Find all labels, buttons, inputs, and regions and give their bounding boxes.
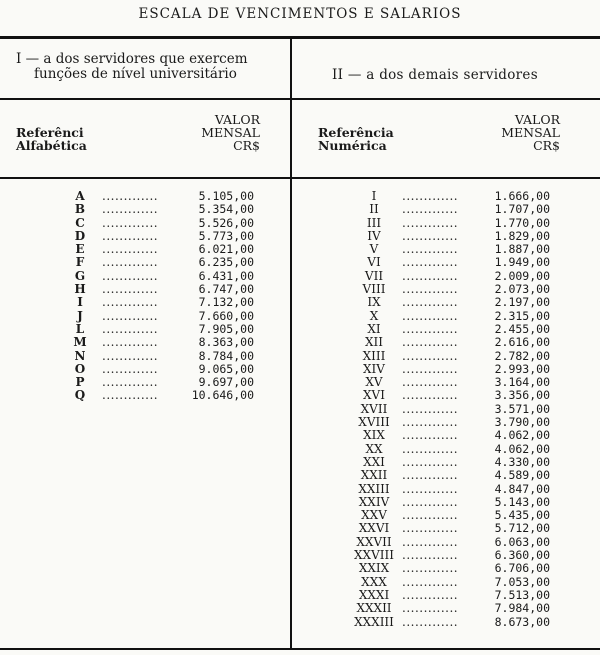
row-leader-dots: ............. xyxy=(402,349,459,363)
row-reference: XXV xyxy=(361,508,387,523)
table-row xyxy=(0,203,290,216)
table-row xyxy=(0,296,290,309)
row-reference: I xyxy=(77,295,83,310)
row-reference: XIII xyxy=(362,348,386,363)
row-leader-dots: ............. xyxy=(402,243,459,257)
row-leader-dots: ............. xyxy=(402,575,459,589)
row-reference: XVIII xyxy=(358,415,390,430)
row-reference: XXII xyxy=(360,468,388,483)
table-row xyxy=(292,270,600,283)
table-row xyxy=(292,589,600,602)
table-row xyxy=(292,522,600,535)
row-value: 6.706,00 xyxy=(494,561,550,576)
row-reference: N xyxy=(74,348,86,363)
table-row xyxy=(0,190,290,203)
row-leader-dots: ............. xyxy=(102,216,159,230)
row-value: 6.747,00 xyxy=(198,282,254,297)
right-value-header-line3: CR$ xyxy=(533,138,560,153)
table-row xyxy=(292,443,600,456)
table-row xyxy=(292,256,600,269)
table-row xyxy=(0,243,290,256)
row-leader-dots: ............. xyxy=(402,469,459,483)
row-value: 7.053,00 xyxy=(494,574,550,589)
table-row xyxy=(292,283,600,296)
row-value: 4.062,00 xyxy=(494,441,550,456)
row-leader-dots: ............. xyxy=(402,336,459,350)
row-leader-dots: ............. xyxy=(402,416,459,430)
table-row xyxy=(292,403,600,416)
row-reference: A xyxy=(75,189,85,203)
row-leader-dots: ............. xyxy=(102,336,159,350)
table-row xyxy=(292,190,600,203)
row-leader-dots: ............. xyxy=(102,322,159,336)
row-value: 7.984,00 xyxy=(494,601,550,616)
row-reference: XXIV xyxy=(358,494,390,509)
page-title: ESCALA DE VENCIMENTOS E SALARIOS xyxy=(138,6,462,22)
row-leader-dots: ............. xyxy=(102,243,159,257)
row-leader-dots: ............. xyxy=(102,283,159,297)
row-value: 7.132,00 xyxy=(198,295,254,310)
row-reference: XII xyxy=(364,335,384,350)
table-row xyxy=(292,310,600,323)
row-reference: XXI xyxy=(363,454,385,469)
row-value: 2.073,00 xyxy=(494,282,550,297)
table-row xyxy=(0,270,290,283)
row-leader-dots: ............. xyxy=(402,322,459,336)
row-value: 1.770,00 xyxy=(494,215,550,230)
row-value: 5.712,00 xyxy=(494,521,550,536)
right-section-heading: II — a dos demais servidores xyxy=(332,67,538,83)
right-ref-header xyxy=(318,126,394,152)
row-value: 6.063,00 xyxy=(494,534,550,549)
row-value: 6.021,00 xyxy=(198,242,254,257)
row-value: 1.707,00 xyxy=(494,202,550,217)
row-value: 2.993,00 xyxy=(494,361,550,376)
row-reference: VI xyxy=(367,255,381,270)
row-value: 8.363,00 xyxy=(198,335,254,350)
row-value: 4.330,00 xyxy=(494,454,550,469)
row-value: 1.829,00 xyxy=(494,228,550,243)
row-value: 8.784,00 xyxy=(198,348,254,363)
right-value-header-line2: MENSAL xyxy=(501,125,560,140)
row-reference: X xyxy=(369,308,379,323)
right-value-header-line1: VALOR xyxy=(514,112,560,127)
row-value: 1.887,00 xyxy=(494,242,550,257)
row-leader-dots: ............. xyxy=(402,296,459,310)
table-row xyxy=(292,602,600,615)
row-leader-dots: ............. xyxy=(102,376,159,390)
row-leader-dots: ............. xyxy=(402,522,459,536)
table-row xyxy=(292,483,600,496)
row-leader-dots: ............. xyxy=(402,442,459,456)
row-reference: XXVI xyxy=(358,521,390,536)
right-value-header xyxy=(476,113,560,152)
row-reference: XVII xyxy=(360,401,388,416)
row-reference: P xyxy=(75,375,85,390)
row-leader-dots: ............. xyxy=(402,455,459,469)
row-reference: XIX xyxy=(363,428,385,443)
row-value: 2.197,00 xyxy=(494,295,550,310)
row-leader-dots: ............. xyxy=(402,602,459,616)
row-value: 2.315,00 xyxy=(494,308,550,323)
table-row xyxy=(292,363,600,376)
top-rule xyxy=(0,36,600,39)
row-reference: XXXIII xyxy=(354,614,394,629)
row-value: 5.354,00 xyxy=(198,202,254,217)
row-reference: XXVIII xyxy=(354,548,394,563)
row-leader-dots: ............. xyxy=(102,349,159,363)
table-row xyxy=(292,469,600,482)
row-value: 2.782,00 xyxy=(494,348,550,363)
row-value: 5.773,00 xyxy=(198,228,254,243)
table-row xyxy=(292,203,600,216)
row-value: 4.847,00 xyxy=(494,481,550,496)
row-leader-dots: ............. xyxy=(102,256,159,270)
left-heading-line2: funções de nível universitário xyxy=(34,66,237,82)
left-value-header-line3: CR$ xyxy=(233,138,260,153)
row-reference: XVI xyxy=(363,388,385,403)
table-row xyxy=(0,376,290,389)
row-value: 2.616,00 xyxy=(494,335,550,350)
table-row xyxy=(0,363,290,376)
row-leader-dots: ............. xyxy=(402,283,459,297)
row-leader-dots: ............. xyxy=(102,190,159,203)
row-reference: C xyxy=(75,215,85,230)
row-reference: E xyxy=(75,242,85,257)
row-value: 5.143,00 xyxy=(494,494,550,509)
row-reference: M xyxy=(73,335,87,350)
left-section-heading xyxy=(16,52,284,82)
table-row xyxy=(292,562,600,575)
row-value: 3.790,00 xyxy=(494,415,550,430)
table-row xyxy=(0,350,290,363)
row-leader-dots: ............. xyxy=(402,376,459,390)
table-row xyxy=(292,243,600,256)
row-leader-dots: ............. xyxy=(402,535,459,549)
table-row xyxy=(0,310,290,323)
table-row xyxy=(292,217,600,230)
left-value-header xyxy=(176,113,260,152)
row-value: 6.360,00 xyxy=(494,548,550,563)
row-value: 6.431,00 xyxy=(198,268,254,283)
row-leader-dots: ............. xyxy=(102,269,159,283)
table-row xyxy=(0,336,290,349)
right-ref-header-line2: Numérica xyxy=(318,138,387,153)
row-leader-dots: ............. xyxy=(402,190,459,203)
row-leader-dots: ............. xyxy=(402,588,459,602)
row-value: 8.673,00 xyxy=(494,614,550,629)
right-table-rows xyxy=(292,190,600,629)
row-reference: XXVII xyxy=(356,534,392,549)
left-ref-header xyxy=(16,126,87,152)
row-value: 1.666,00 xyxy=(494,189,550,203)
row-leader-dots: ............. xyxy=(402,216,459,230)
row-leader-dots: ............. xyxy=(402,389,459,403)
row-value: 5.526,00 xyxy=(198,215,254,230)
row-value: 7.905,00 xyxy=(198,321,254,336)
row-reference: III xyxy=(366,215,382,230)
table-row xyxy=(292,323,600,336)
row-reference: O xyxy=(74,361,86,376)
row-value: 1.949,00 xyxy=(494,255,550,270)
header-rule xyxy=(0,98,600,100)
left-ref-header-line2: Alfabética xyxy=(16,138,87,153)
row-leader-dots: ............. xyxy=(402,402,459,416)
left-value-header-line1: VALOR xyxy=(214,112,260,127)
row-leader-dots: ............. xyxy=(402,482,459,496)
row-leader-dots: ............. xyxy=(402,429,459,443)
row-leader-dots: ............. xyxy=(102,362,159,376)
table-row xyxy=(0,283,290,296)
table-row xyxy=(292,350,600,363)
left-heading-line1: I — a dos servidores que exercem xyxy=(16,51,248,67)
table-row xyxy=(292,376,600,389)
table-row xyxy=(0,256,290,269)
row-leader-dots: ............. xyxy=(402,269,459,283)
table-row xyxy=(0,323,290,336)
row-leader-dots: ............. xyxy=(402,615,459,629)
table-row xyxy=(292,296,600,309)
table-row xyxy=(292,389,600,402)
row-leader-dots: ............. xyxy=(402,203,459,217)
row-reference: Q xyxy=(74,388,86,403)
row-reference: IX xyxy=(367,295,381,310)
row-leader-dots: ............. xyxy=(102,229,159,243)
row-reference: II xyxy=(369,202,379,217)
row-reference: XI xyxy=(367,321,381,336)
row-value: 9.697,00 xyxy=(198,375,254,390)
row-leader-dots: ............. xyxy=(102,309,159,323)
table-row xyxy=(0,230,290,243)
row-value: 3.571,00 xyxy=(494,401,550,416)
left-table-rows xyxy=(0,190,290,403)
row-reference: VII xyxy=(364,268,384,283)
row-value: 7.513,00 xyxy=(494,587,550,602)
row-reference: G xyxy=(74,268,86,283)
row-leader-dots: ............. xyxy=(102,389,159,403)
row-value: 3.164,00 xyxy=(494,375,550,390)
table-row xyxy=(292,576,600,589)
left-ref-header-line1: Referênci xyxy=(16,125,84,140)
row-value: 7.660,00 xyxy=(198,308,254,323)
row-value: 9.065,00 xyxy=(198,361,254,376)
bottom-rule xyxy=(0,648,600,650)
row-leader-dots: ............. xyxy=(402,549,459,563)
row-reference: XXIX xyxy=(358,561,390,576)
table-row xyxy=(292,336,600,349)
row-value: 6.235,00 xyxy=(198,255,254,270)
row-leader-dots: ............. xyxy=(402,256,459,270)
table-row xyxy=(292,429,600,442)
row-reference: XV xyxy=(365,375,383,390)
row-value: 2.455,00 xyxy=(494,321,550,336)
row-reference: I xyxy=(371,189,377,203)
table-row xyxy=(0,217,290,230)
table-row xyxy=(292,496,600,509)
table-row xyxy=(0,389,290,402)
table-row xyxy=(292,456,600,469)
row-leader-dots: ............. xyxy=(402,362,459,376)
row-reference: XXIII xyxy=(358,481,390,496)
table-row xyxy=(292,536,600,549)
row-leader-dots: ............. xyxy=(102,203,159,217)
row-value: 4.589,00 xyxy=(494,468,550,483)
row-reference: XXXI xyxy=(358,587,390,602)
row-reference: XX xyxy=(365,441,383,456)
row-reference: F xyxy=(75,255,85,270)
row-reference: XIV xyxy=(363,361,385,376)
row-value: 4.062,00 xyxy=(494,428,550,443)
row-reference: V xyxy=(369,242,379,257)
row-reference: B xyxy=(74,202,86,217)
row-value: 3.356,00 xyxy=(494,388,550,403)
table-row xyxy=(292,230,600,243)
row-reference: D xyxy=(74,228,86,243)
row-leader-dots: ............. xyxy=(402,229,459,243)
row-leader-dots: ............. xyxy=(402,309,459,323)
row-leader-dots: ............. xyxy=(102,296,159,310)
row-reference: VIII xyxy=(362,282,386,297)
table-row xyxy=(292,509,600,522)
row-value: 5.435,00 xyxy=(494,508,550,523)
table-row xyxy=(292,549,600,562)
row-reference: XXX xyxy=(361,574,387,589)
row-leader-dots: ............. xyxy=(402,509,459,523)
row-reference: L xyxy=(75,321,85,336)
row-reference: XXXII xyxy=(356,601,392,616)
table-row xyxy=(292,416,600,429)
row-value: 10.646,00 xyxy=(191,388,254,403)
right-ref-header-line1: Referência xyxy=(318,125,394,140)
row-value: 2.009,00 xyxy=(494,268,550,283)
row-leader-dots: ............. xyxy=(402,562,459,576)
subheader-rule xyxy=(0,177,600,179)
row-reference: J xyxy=(77,308,83,323)
row-reference: H xyxy=(74,282,86,297)
row-value: 5.105,00 xyxy=(198,189,254,203)
row-leader-dots: ............. xyxy=(402,495,459,509)
left-value-header-line2: MENSAL xyxy=(201,125,260,140)
table-row xyxy=(292,616,600,629)
row-reference: IV xyxy=(367,228,381,243)
